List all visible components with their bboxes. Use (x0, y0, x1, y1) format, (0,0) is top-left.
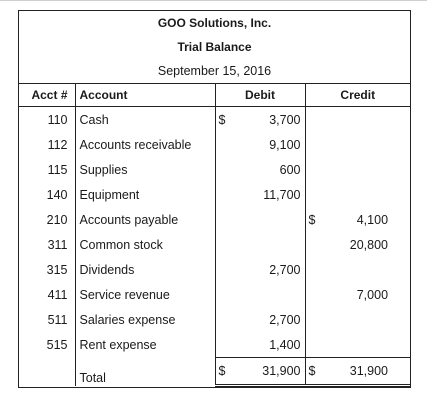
debit-currency (215, 207, 233, 232)
table-row (19, 232, 410, 257)
account-number: 411 (19, 282, 75, 307)
total-row (19, 358, 410, 386)
credit-currency (305, 307, 323, 332)
account-name: Cash (75, 107, 215, 133)
credit-currency (305, 332, 323, 358)
table-row (19, 107, 410, 133)
debit-amount (233, 207, 305, 232)
debit-amount: 1,400 (233, 332, 305, 358)
col-header-acct: Acct # (19, 84, 75, 107)
credit-currency (305, 157, 323, 182)
credit-amount (323, 107, 410, 133)
report-header (19, 11, 410, 83)
account-number: 115 (19, 157, 75, 182)
debit-currency: $ (218, 112, 226, 127)
debit-currency (215, 132, 233, 157)
table-row (19, 282, 410, 307)
credit-amount (323, 307, 410, 332)
account-number: 315 (19, 257, 75, 282)
account-number: 311 (19, 232, 75, 257)
total-acct-cell (19, 358, 75, 386)
credit-currency (305, 232, 323, 257)
account-name: Dividends (75, 257, 215, 282)
credit-amount (323, 157, 410, 182)
debit-amount (233, 232, 305, 257)
table-header-row (19, 84, 410, 107)
account-name: Supplies (75, 157, 215, 182)
credit-amount (323, 182, 410, 207)
account-name: Rent expense (75, 332, 215, 358)
credit-amount (323, 332, 410, 358)
debit-currency (215, 257, 233, 282)
total-credit-currency: $ (305, 358, 323, 386)
credit-amount (323, 257, 410, 282)
report-date: September 15, 2016 (157, 64, 272, 78)
account-number: 140 (19, 182, 75, 207)
debit-currency (215, 157, 233, 182)
credit-currency (305, 107, 323, 133)
table-row (19, 182, 410, 207)
credit-currency: $ (308, 212, 316, 227)
table-body (19, 107, 410, 358)
table-row (19, 207, 410, 232)
debit-currency (215, 182, 233, 207)
credit-currency (305, 182, 323, 207)
account-name: Accounts payable (75, 207, 215, 232)
account-number: 112 (19, 132, 75, 157)
debit-amount: 3,700 (233, 107, 305, 133)
account-number: 210 (19, 207, 75, 232)
report-title: Trial Balance (177, 40, 252, 54)
table-row (19, 307, 410, 332)
debit-currency (215, 232, 233, 257)
account-name: Equipment (75, 182, 215, 207)
account-number: 110 (19, 107, 75, 133)
credit-amount: 20,800 (349, 237, 389, 252)
debit-currency (215, 332, 233, 358)
table-row (19, 157, 410, 182)
col-header-account: Account (75, 84, 215, 107)
table-row (19, 132, 410, 157)
account-number: 515 (19, 332, 75, 358)
top-divider (0, 0, 427, 1)
credit-amount (323, 132, 410, 157)
debit-amount: 600 (233, 157, 305, 182)
trial-balance-table (19, 83, 410, 387)
debit-amount: 11,700 (233, 182, 305, 207)
account-name: Service revenue (75, 282, 215, 307)
total-debit: 31,900 (233, 358, 305, 386)
credit-amount: 4,100 (356, 212, 389, 227)
account-name: Common stock (75, 232, 215, 257)
debit-currency (215, 307, 233, 332)
debit-amount (233, 282, 305, 307)
total-debit-currency: $ (215, 358, 233, 386)
credit-amount: 7,000 (356, 287, 389, 302)
credit-currency (305, 282, 323, 307)
credit-currency (305, 257, 323, 282)
company-name: GOO Solutions, Inc. (157, 16, 272, 30)
account-number: 511 (19, 307, 75, 332)
debit-currency (215, 282, 233, 307)
table-row (19, 332, 410, 358)
debit-amount: 2,700 (233, 307, 305, 332)
credit-currency (305, 132, 323, 157)
total-credit: 31,900 (323, 358, 410, 386)
account-name: Salaries expense (75, 307, 215, 332)
debit-amount: 9,100 (233, 132, 305, 157)
total-label: Total (75, 358, 215, 386)
table-row (19, 257, 410, 282)
col-header-credit: Credit (305, 84, 410, 107)
account-name: Accounts receivable (75, 132, 215, 157)
trial-balance-sheet (18, 10, 411, 388)
col-header-debit: Debit (215, 84, 305, 107)
debit-amount: 2,700 (233, 257, 305, 282)
